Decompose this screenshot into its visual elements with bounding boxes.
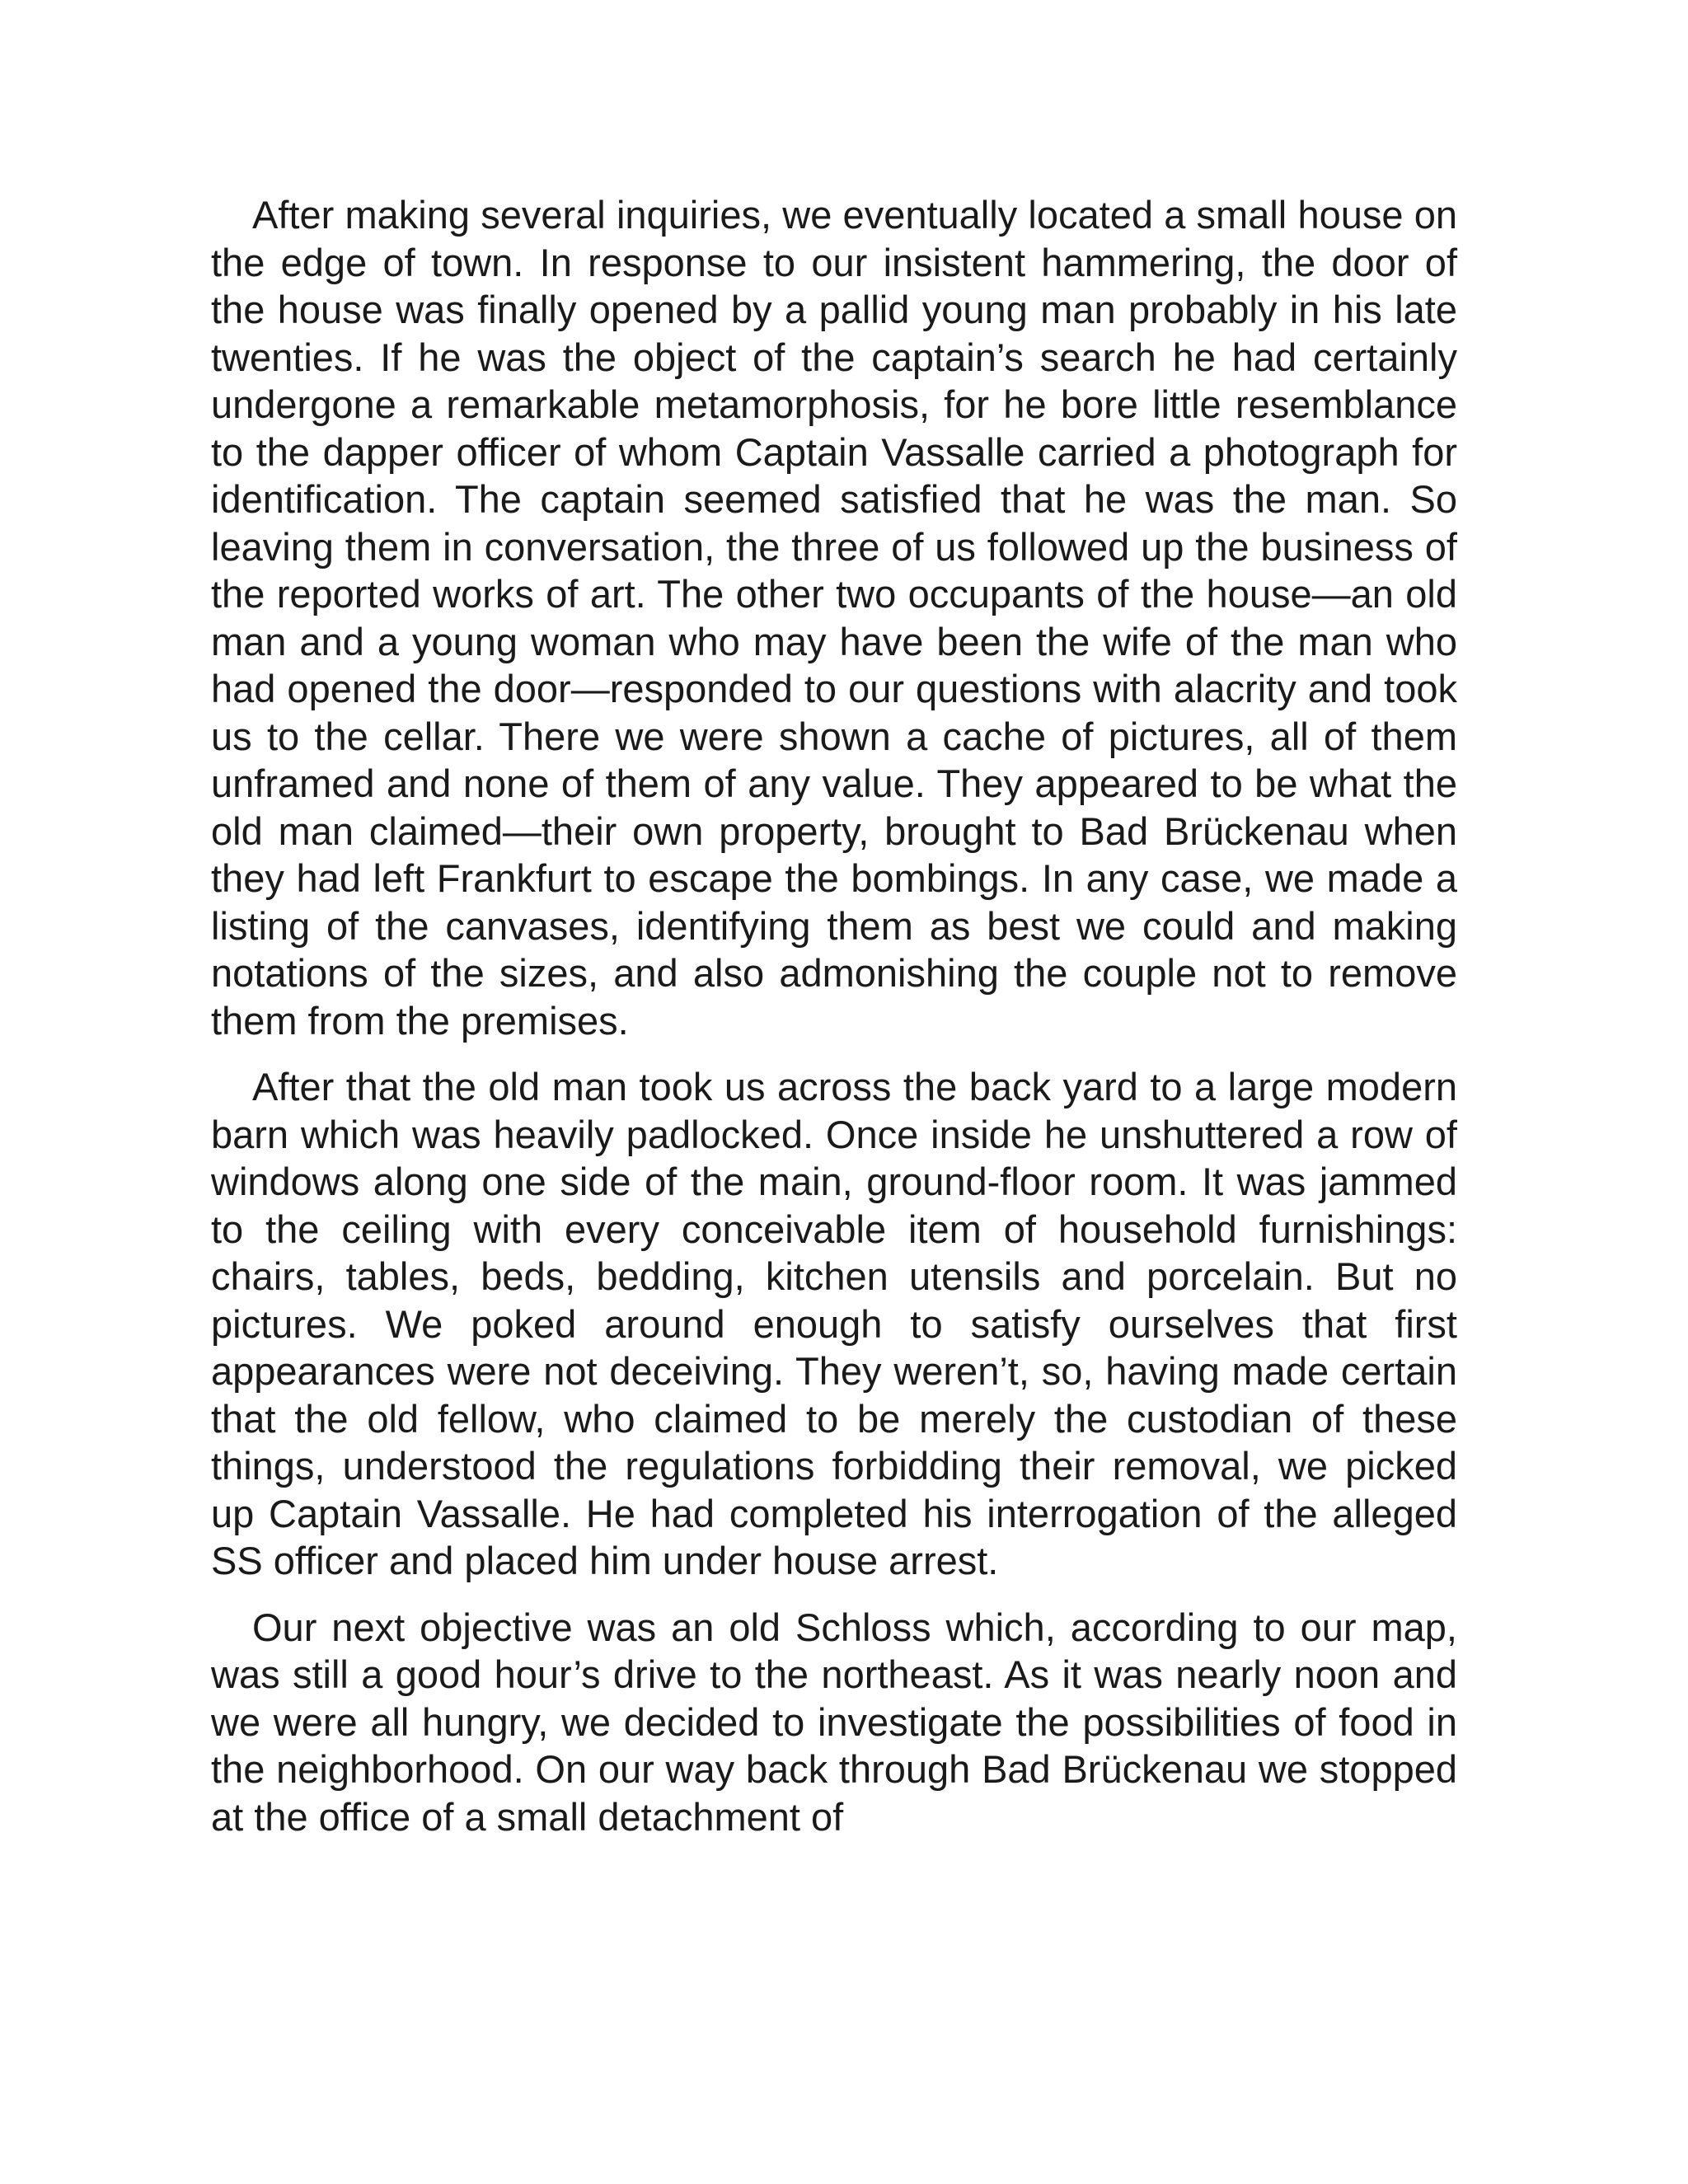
paragraph-3: Our next objective was an old Schloss which, according to our map, was still a good hour’s drive to the northeast. As it was nearly noon and we were all hungry, we decided to investigate the possibilities of food in the neighborhood. On our way back through Bad Brückenau we stopped at the office of a small detachment of <box>211 1605 1457 1839</box>
paragraph-1: After making several inquiries, we eventually located a small house on the edge of town. In response to our insistent hammering, the door of the house was finally opened by a pallid young man probably in his late twenties. If he was the object of the captain’s search he had certainly undergone a remarkable metamorphosis, for he bore little resemblance to the dapper officer of whom Captain Vassalle carried a photograph for identification. The captain seemed satisfied that he was the man. So leaving them in conversation, the three of us followed up the business of the reported works of art. The other two occupants of the house—an old man and a young woman who may have been the wife of the man who had opened the door—responded to our questions with alacrity and took us to the cellar. There we were shown a cache of pictures, all of them unframed and none of them of any value. They appeared to be what the old man claimed—their own property, brought to Bad Brückenau when they had left Frankfurt to escape the bombings. In any case, we made a listing of the canvases, identifying them as best we could and making notations of the sizes, and also admonishing the couple not to remove them from the premises. <box>211 193 1457 1043</box>
document-page <box>211 191 1457 1859</box>
paragraph-2: After that the old man took us across the back yard to a large modern barn which was heavily padlocked. Once inside he unshuttered a row of windows along one side of the main, ground-floor room. It was jammed to the ceiling with every conceivable item of household furnishings: chairs, tables, beds, bedding, kitchen utensils and porcelain. But no pictures. We poked around enough to satisfy ourselves that first appearances were not deceiving. They weren’t, so, having made certain that the old fellow, who claimed to be merely the custodian of these things, understood the regulations forbidding their removal, we picked up Captain Vassalle. He had completed his interrogation of the alleged SS officer and placed him under house arrest. <box>211 1065 1457 1582</box>
